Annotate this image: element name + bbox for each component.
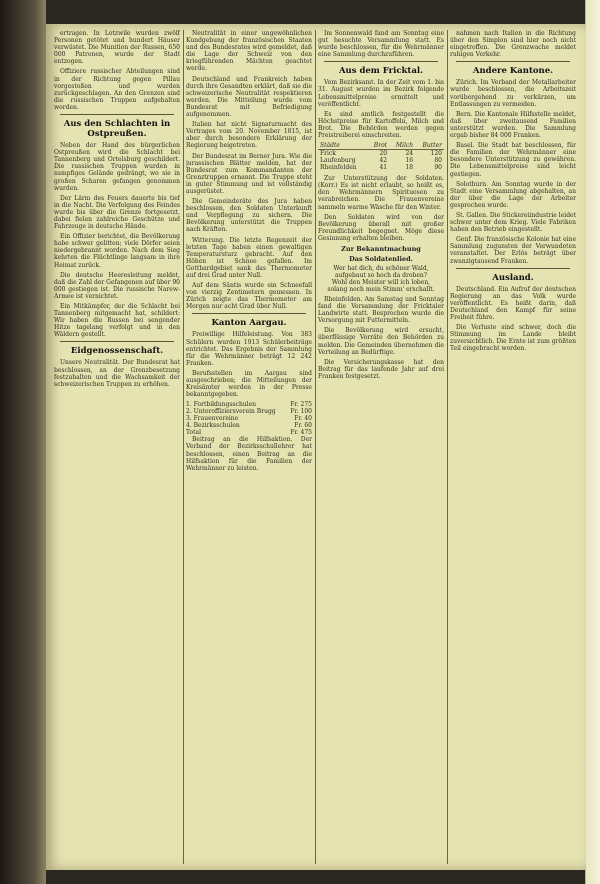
- section-subheading: Zur Bekanntmachung: [341, 244, 421, 253]
- paragraph: Vom Bezirksamt. In der Zeit vom 1. bis 31. August wurden im Bezirk folgende Lebensmittelpreise ermittelt und veröffentlicht.: [318, 79, 444, 108]
- divider: [456, 268, 570, 269]
- donation-total: Total Fr. 475: [186, 429, 312, 437]
- paragraph: Deutschland und Frankreich haben durch ihre Gesandten erklärt, daß sie die schweizerische Neutralität respektieren werden. Die Mitteilung wurde vom Bundesrat mit Befriedigung aufgenommen.: [186, 75, 312, 119]
- verse-line: solang noch mein Stimm' erschallt.: [327, 285, 435, 293]
- page-edges: [585, 0, 600, 884]
- column-rule: [315, 30, 316, 864]
- verse-heading: Das Soldatenlied.: [349, 254, 413, 263]
- paragraph: Bern. Die Kantonale Hilfsstelle meldet, daß über zweitausend Familien unterstützt wurden. Die Sammlung ergab bisher 84 000 Franken.: [450, 110, 576, 140]
- column-4: [450, 30, 576, 864]
- article-heading: Eidgenossenschaft.: [70, 346, 164, 357]
- donation-row: 3. Frauenvereine Fr. 40: [186, 415, 312, 423]
- table-row: Rheinfelden 41 18 90: [320, 164, 442, 172]
- newspaper-page: [46, 24, 586, 870]
- paragraph: Der Bundesrat im Berner Jura. Wie die jurassischen Blätter melden, hat der Bundesrat zum Kommandanten der Grenztruppen ernannt. Die Truppe steht in guter Stimmung und ist vollständig ausgerüstet.: [186, 152, 312, 195]
- paragraph: Die deutsche Heeresleitung meldet, daß die Zahl der Gefangenen auf über 90 000 gestiegen ist. Die russische Narew-Armee ist vernichtet.: [54, 271, 180, 300]
- paragraph: Ein Offizier berichtet, die Bevölkerung habe schwer gelitten; viele Dörfer seien niedergebrannt worden. Nach dem Sieg kehrten die Flüchtlinge langsam in ihre Heimat zurück.: [54, 233, 180, 269]
- verse-line: Wohl den Meister will ich loben,: [331, 278, 431, 286]
- paragraph: Rheinfelden. Am Samstag und Sonntag fand die Versammlung der Fricktaler Landwirte statt. Besprochen wurde die Versorgung mit Futtermitteln.: [318, 295, 444, 325]
- column-1: [54, 30, 180, 864]
- donation-list: [186, 401, 312, 436]
- paragraph: Italien hat nicht Signaturmacht des Vertrages vom 20. November 1815, ist aber durch besondere Erklärung der Regierung beigetreten.: [186, 121, 312, 150]
- divider: [60, 114, 174, 115]
- column-3: [318, 30, 444, 864]
- paragraph: Unsere Neutralität. Der Bundesrat hat beschlossen, an der Grenzbesetzung festzuhalten und die Wachsamkeit der schweizerischen Truppen zu erhöhen.: [54, 359, 180, 388]
- paragraph: Solothurn. Am Sonntag wurde in der Stadt eine Versammlung abgehalten, an der über die Lage der Arbeiter gesprochen wurde.: [450, 180, 576, 209]
- column-rule: [183, 30, 184, 864]
- article-heading: Aus den Schlachten in Ostpreußen.: [63, 119, 171, 140]
- divider: [60, 341, 174, 342]
- paragraph: Basel. Die Stadt hat beschlossen, für die Familien der Wehrmänner eine besondere Unterstützung zu gewähren. Die Lebensmittelpreise sind leicht gestiegen.: [450, 142, 576, 178]
- table-header-row: Städte Brot Milch Butter: [320, 142, 442, 150]
- divider: [324, 61, 438, 62]
- donation-row: 1. Fortbildungsschulen Fr. 275: [186, 401, 312, 409]
- column-rule: [447, 30, 448, 864]
- verse-line: aufgebaut so hoch da droben?: [335, 271, 427, 279]
- paragraph: Zur Unterstützung der Soldaten. (Korr.) Es ist nicht erlaubt, so heißt es, den Wehrmännern Spirituosen zu verabreichen. Die Frauenvereine sammeln warme Wäsche für den Winter.: [318, 175, 444, 211]
- paragraph: Witterung. Die letzte Regenzeit der letzten Tage haben einen gewaltigen Temperatursturz gebracht. Auf den Höhen ist Schnee gefallen. Im Gotthardgebiet sank das Thermometer auf drei Grad unter Null.: [186, 236, 312, 279]
- paragraph: Die Gemeinderäte des Jura haben beschlossen, den Soldaten Unterkunft und Verpflegung zu sichern. Die Bevölkerung unterstützt die Truppen nach Kräften.: [186, 198, 312, 234]
- column-2: [186, 30, 312, 864]
- verse-line: Wer hat dich, du schöner Wald,: [333, 264, 429, 272]
- paragraph: Es sind amtlich festgestellt die Höchstpreise für Kartoffeln, Milch und Brot. Die Behörden werden gegen Preistreiberei einschreiten.: [318, 110, 444, 140]
- verse: [318, 265, 444, 293]
- divider: [192, 313, 306, 314]
- paragraph: Den Soldaten wird von der Bevölkerung überall mit großer Freundlichkeit begegnet. Möge diese Gesinnung erhalten bleiben.: [318, 213, 444, 242]
- paragraph: Berufsstellen im Aargau sind ausgeschrieben; die Mitteilungen der Kreisämter werden in der Presse bekanntgegeben.: [186, 369, 312, 399]
- paragraph: Die Bevölkerung wird ersucht, überflüssige Vorräte den Behörden zu melden. Die Gemeinden übernehmen die Verteilung an Bedürftige.: [318, 327, 444, 356]
- article-heading: Aus dem Fricktal.: [338, 66, 424, 77]
- paragraph: Zürich. Im Verband der Metallarbeiter wurde beschlossen, die Arbeitszeit vorübergehend zu verkürzen, um Entlassungen zu vermeiden.: [450, 79, 576, 108]
- paragraph: Beitrag an die Hilfsaktion. Der Verband der Bezirksschullehrer hat beschlossen, einen Beitrag an die Hilfsaktion für die Familien der Wehrmänner zu leisten.: [186, 436, 312, 472]
- paragraph: Neutralität in einer ungewöhnlichen Kundgebung der französischen Staaten und des Bundesrates wird gemeldet, daß die Lage der Schweiz von den kriegführenden Mächten geachtet werde.: [186, 30, 312, 73]
- article-heading: Andere Kantone.: [472, 66, 554, 77]
- paragraph: Auf dem Säntis wurde ein Schneefall von vierzig Zentimetern gemessen. In Zürich zeigte das Thermometer am Morgen nur acht Grad über Null.: [186, 282, 312, 311]
- paragraph: Offiziere russischer Abteilungen sind in der Richtung gegen Pillau vorgestoßen und wurden zurückgeschlagen. An den Grenzen sind die russischen Truppen aufgehalten worden.: [54, 68, 180, 111]
- paragraph: ertragen. In Lotzwile wurden zwölf Personen getötet und hundert Häuser verwüstet. Die Munition der Russen, 650 000 Patronen, wurde der Stadt entzogen.: [54, 30, 180, 66]
- article-heading: Ausland.: [492, 272, 534, 283]
- paragraph: Die Versicherungskasse hat den Beitrag für das laufende Jahr auf drei Franken festgesetzt.: [318, 358, 444, 380]
- price-table: [318, 142, 444, 171]
- paragraph: Deutschland. Ein Aufruf der deutschen Regierung an das Volk wurde veröffentlicht. Es heißt darin, daß Deutschland den Kampf für seine Freiheit führe.: [450, 285, 576, 321]
- paragraph: Die Verluste sind schwer, doch die Stimmung im Lande bleibt zuversichtlich. Die Ernte ist zum größten Teil eingebracht worden.: [450, 324, 576, 353]
- paragraph: Neben der Hand des bürgerlichen Ostpreußen wird die Schlacht bei Tannenberg und Ortelsburg geschildert. Die russischen Truppen wurden in sumpfiges Gelände gedrängt, wo sie in großen Scharen gefangen genommen wurden.: [54, 142, 180, 192]
- paragraph: Genf. Die französische Kolonie hat eine Sammlung zugunsten der Verwundeten veranstaltet. Der Erlös beträgt über zwanzigtausend Franken.: [450, 236, 576, 265]
- table-row: Laufenburg 42 16 80: [320, 157, 442, 165]
- paragraph: Im Sonnenwald fand am Sonntag eine gut besuchte Versammlung statt. Es wurde beschlossen, für die Wehrmänner eine Sammlung durchzuführen.: [318, 30, 444, 59]
- paragraph: nahmen nach Italien in die Richtung über den Simplon sind hier noch nicht eingetroffen. Die Grenzwache meldet ruhigen Verkehr.: [450, 30, 576, 59]
- table-row: Frick 20 24 120: [320, 150, 442, 158]
- paragraph: Ein Mitkämpfer, der die Schlacht bei Tannenberg mitgemacht hat, schildert: Wir haben die Russen bei sengender Hitze tagelang verfolgt und in den Wäldern gestellt.: [54, 303, 180, 339]
- donation-row: 4. Bezirksschulen Fr. 60: [186, 422, 312, 430]
- divider: [456, 61, 570, 62]
- book-binding: [0, 0, 46, 884]
- donation-row: 2. Unteroffiziersverein Brugg Fr. 100: [186, 408, 312, 416]
- paragraph: St. Gallen. Die Stickereiindustrie leidet schwer unter dem Krieg. Viele Fabriken haben den Betrieb eingestellt.: [450, 211, 576, 234]
- article-heading: Kanton Aargau.: [211, 318, 287, 329]
- paragraph: Der Lärm des Feuers dauerte bis tief in die Nacht. Die Verfolgung des Feindes wurde bis über die Grenze fortgesetzt, dabei fielen zahlreiche Geschütze und Fahrzeuge in deutsche Hände.: [54, 194, 180, 231]
- paragraph: Freiwillige Hilfeleistung. Von 383 Schülern wurden 1913 Schülerbeiträge entrichtet. Das Ergebnis der Sammlung für die Wehrmänner beträgt 12 242 Franken.: [186, 331, 312, 367]
